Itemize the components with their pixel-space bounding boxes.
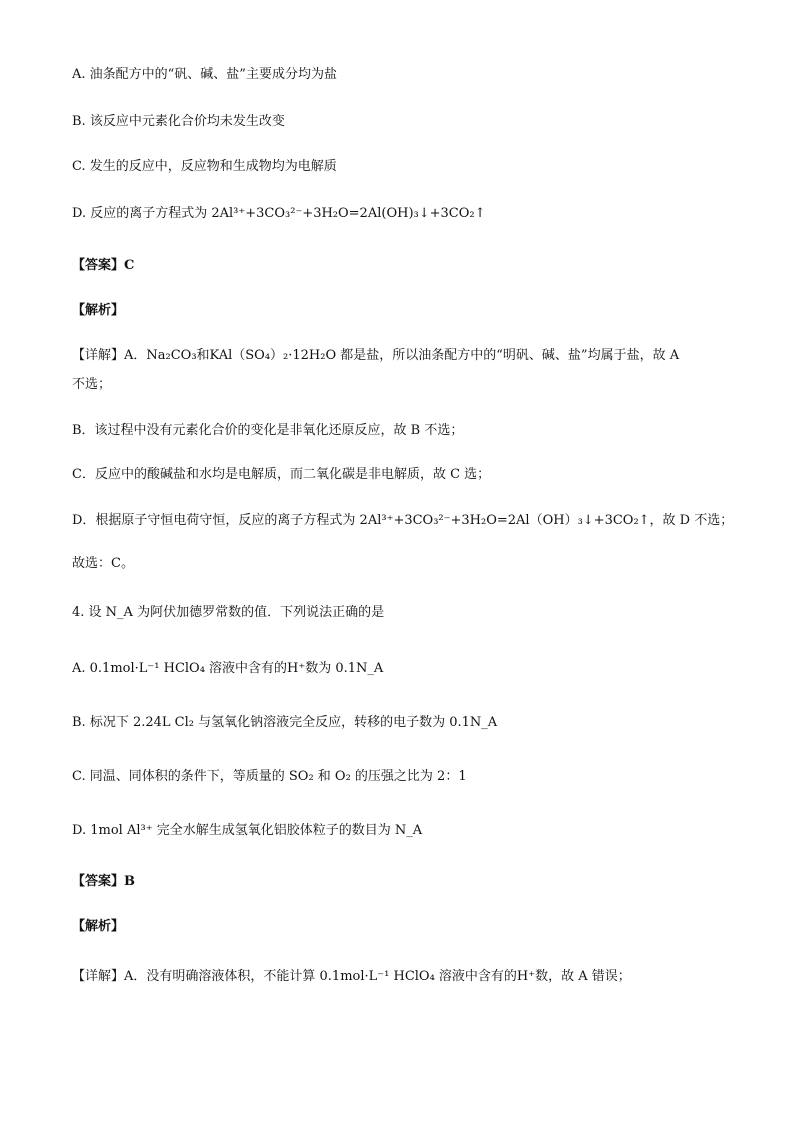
analysis-label: 【解析】 [72,303,125,318]
detail-d-line: D．根据原子守恒电荷守恒，反应的离子方程式为 2Al³⁺+3CO₃²⁻+3H₂O=2Al（OH）₃↓+3CO₂↑，故 D 不选； [72,513,734,528]
option-c-line: C. 发生的反应中，反应物和生成物均为电解质 [72,159,337,174]
q4-detail-a-line: 【详解】A．没有明确溶液体积，不能计算 0.1mol·L⁻¹ HClO₄ 溶液中含有的H⁺数，故 A 错误； [72,969,631,984]
detail-a-continuation: 不选； [72,377,112,392]
option-b-line: B. 该反应中元素化合价均未发生改变 [72,114,285,129]
question-4-stem: 4. 设 N_A 为阿伏加德罗常数的值．下列说法正确的是 [72,605,385,620]
q4-analysis-label: 【解析】 [72,919,125,934]
conclusion-line: 故选：C。 [72,556,134,571]
q4-option-a: A. 0.1mol·L⁻¹ HClO₄ 溶液中含有的H⁺数为 0.1N_A [72,661,384,676]
detail-c-line: C．反应中的酸碱盐和水均是电解质，而二氧化碳是非电解质，故 C 选； [72,467,491,482]
q4-option-c: C. 同温、同体积的条件下，等质量的 SO₂ 和 O₂ 的压强之比为 2：1 [72,769,467,784]
detail-b-line: B．该过程中没有元素化合价的变化是非氧化还原反应，故 B 不选； [72,423,464,438]
q4-answer-label: 【答案】B [72,874,135,889]
answer-label: 【答案】C [72,258,135,273]
option-a-line: A. 油条配方中的“矾、碱、盐”主要成分均为盐 [72,67,337,82]
detail-a-line: 【详解】A．Na₂CO₃和KAl（SO₄）₂·12H₂O 都是盐，所以油条配方中的“明矾、碱、盐”均属于盐，故 A [72,348,680,363]
q4-option-d: D. 1mol Al³⁺ 完全水解生成氢氧化铝胶体粒子的数目为 N_A [72,823,423,838]
option-d-line: D. 反应的离子方程式为 2Al³⁺+3CO₃²⁻+3H₂O=2Al(OH)₃↓+3CO₂↑ [72,206,486,221]
q4-option-b: B. 标况下 2.24L Cl₂ 与氢氧化钠溶液完全反应，转移的电子数为 0.1N_A [72,715,498,730]
